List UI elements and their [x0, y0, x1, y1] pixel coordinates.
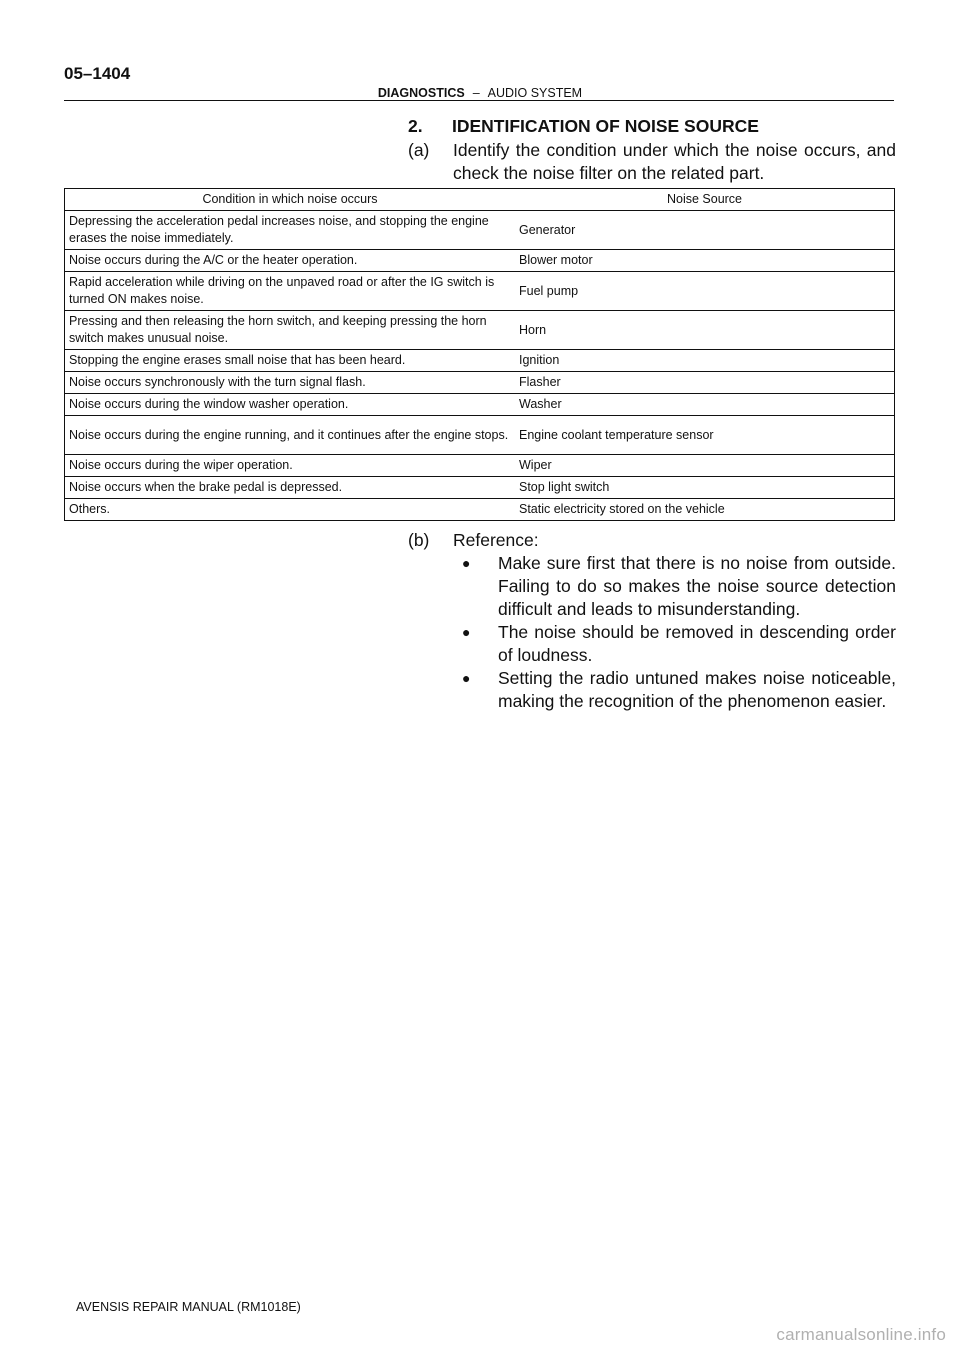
step-title: IDENTIFICATION OF NOISE SOURCE	[452, 116, 759, 136]
column-header-condition: Condition in which noise occurs	[65, 189, 516, 211]
table-header-row	[65, 189, 895, 211]
bullet-icon: ●	[462, 670, 471, 686]
sub-step-a-text: Identify the condition under which the noise occurs, and check the noise filter on the related part.	[453, 140, 896, 183]
header-separator: –	[472, 86, 480, 100]
table-row	[65, 499, 895, 521]
source-cell: Generator	[515, 211, 895, 250]
header-section: DIAGNOSTICS	[377, 86, 465, 100]
source-cell: Stop light switch	[515, 477, 895, 499]
step-number: 2.	[408, 116, 423, 136]
watermark-text: carmanualsonline.info	[776, 1325, 946, 1344]
header-title	[0, 86, 960, 100]
list-item	[408, 552, 896, 621]
table-row	[65, 250, 895, 272]
table-row	[65, 372, 895, 394]
condition-cell: Noise occurs during the wiper operation.	[65, 455, 516, 477]
source-cell: Static electricity stored on the vehicle	[515, 499, 895, 521]
sub-step-a-label: (a)	[408, 140, 430, 160]
list-item-text: Make sure first that there is no noise from outside. Failing to do so makes the noise source detection difficult and leads to misunderstanding.	[498, 553, 896, 619]
source-cell: Wiper	[515, 455, 895, 477]
list-item-text: Setting the radio untuned makes noise noticeable, making the recognition of the phenomenon easier.	[498, 668, 896, 711]
reference-section	[408, 529, 896, 713]
condition-cell: Noise occurs during the engine running, and it continues after the engine stops.	[65, 416, 516, 455]
table-row	[65, 350, 895, 372]
source-cell: Ignition	[515, 350, 895, 372]
noise-source-table	[64, 188, 895, 521]
reference-heading	[408, 529, 896, 552]
table-row	[65, 394, 895, 416]
source-cell: Washer	[515, 394, 895, 416]
sub-step-a	[408, 139, 896, 185]
condition-cell: Others.	[65, 499, 516, 521]
condition-cell: Noise occurs during the window washer operation.	[65, 394, 516, 416]
step-heading	[408, 116, 759, 137]
condition-cell: Noise occurs when the brake pedal is depressed.	[65, 477, 516, 499]
bullet-icon: ●	[462, 555, 471, 571]
condition-cell: Depressing the acceleration pedal increases noise, and stopping the engine erases the noise immediately.	[65, 211, 516, 250]
header-rule	[64, 100, 894, 101]
page-number: 05–1404	[64, 64, 131, 83]
table-row	[65, 477, 895, 499]
table-row	[65, 211, 895, 250]
condition-cell: Stopping the engine erases small noise that has been heard.	[65, 350, 516, 372]
source-cell: Blower motor	[515, 250, 895, 272]
reference-title: Reference:	[453, 530, 539, 550]
table-row	[65, 272, 895, 311]
list-item-text: The noise should be removed in descending order of loudness.	[498, 622, 896, 665]
source-cell: Fuel pump	[515, 272, 895, 311]
reference-list	[408, 552, 896, 713]
bullet-icon: ●	[462, 624, 471, 640]
source-cell: Flasher	[515, 372, 895, 394]
condition-cell: Pressing and then releasing the horn switch, and keeping pressing the horn switch makes unusual noise.	[65, 311, 516, 350]
table-row	[65, 416, 895, 455]
condition-cell: Noise occurs during the A/C or the heater operation.	[65, 250, 516, 272]
condition-cell: Noise occurs synchronously with the turn signal flash.	[65, 372, 516, 394]
table-row	[65, 311, 895, 350]
list-item	[408, 621, 896, 667]
column-header-noise-source: Noise Source	[515, 189, 895, 211]
table-row	[65, 455, 895, 477]
condition-cell: Rapid acceleration while driving on the unpaved road or after the IG switch is turned ON makes noise.	[65, 272, 516, 311]
footer-text: AVENSIS REPAIR MANUAL (RM1018E)	[76, 1300, 301, 1314]
list-item	[408, 667, 896, 713]
source-cell: Horn	[515, 311, 895, 350]
reference-label: (b)	[408, 530, 430, 550]
header-subsection: AUDIO SYSTEM	[487, 86, 583, 100]
source-cell: Engine coolant temperature sensor	[515, 416, 895, 455]
